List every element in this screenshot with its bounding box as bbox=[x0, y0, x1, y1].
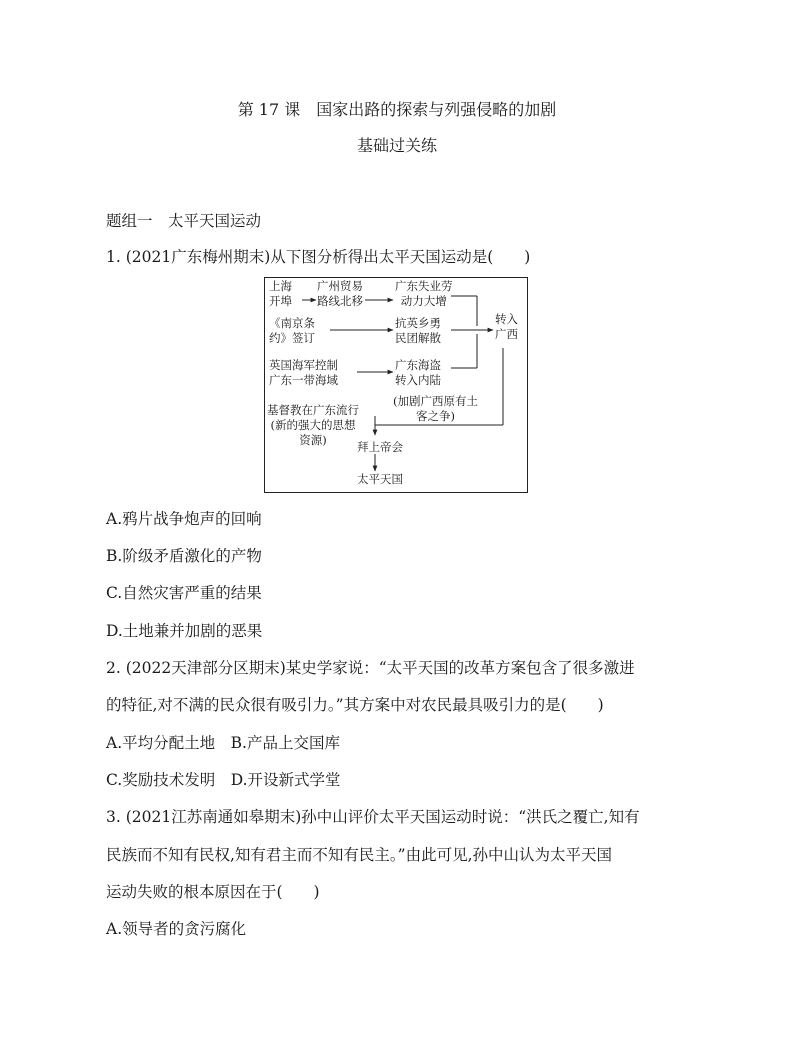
question-2-stem-line2: 的特征,对不满的民众很有吸引力。”其方案中对农民最具吸引力的是( ) bbox=[106, 696, 604, 714]
node-nanjing: 《南京条 约》签订 bbox=[269, 316, 315, 345]
node-tuke: (加剧广西原有土 客之争) bbox=[393, 394, 478, 423]
node-shiye: 广东失业劳 动力大增 bbox=[395, 279, 453, 308]
question-1-stem: 1. (2021广东梅州期末)从下图分析得出太平天国运动是( ) bbox=[106, 248, 531, 266]
q1-option-a: A.鸦片战争炮声的回响 bbox=[106, 510, 262, 528]
question-2-stem-line1: 2. (2022天津部分区期末)某史学家说：“太平天国的改革方案包含了很多激进 bbox=[106, 659, 635, 677]
q2-options-ab: A.平均分配土地 B.产品上交国库 bbox=[106, 734, 340, 752]
node-haijun: 英国海军控制 广东一带海域 bbox=[269, 358, 338, 387]
question-3-stem-line3: 运动失败的根本原因在于( ) bbox=[106, 883, 320, 901]
node-jidujiao: 基督教在广东流行 (新的强大的思想 资源) bbox=[267, 403, 359, 447]
q3-option-a: A.领导者的贪污腐化 bbox=[106, 920, 247, 938]
q1-option-b: B.阶级矛盾激化的产物 bbox=[106, 547, 262, 565]
node-taiping: 太平天国 bbox=[357, 472, 403, 486]
lesson-title: 第 17 课 国家出路的探索与列强侵略的加剧 bbox=[237, 100, 557, 119]
section-subtitle: 基础过关练 bbox=[356, 136, 437, 155]
flow-diagram bbox=[264, 277, 528, 493]
node-kangying: 抗英乡勇 民团解散 bbox=[395, 316, 441, 345]
q1-option-d: D.土地兼并加剧的恶果 bbox=[106, 622, 263, 640]
group-title: 题组一 太平天国运动 bbox=[106, 212, 262, 230]
node-baishangdi: 拜上帝会 bbox=[357, 440, 403, 454]
question-3-stem-line1: 3. (2021江苏南通如皋期末)孙中山评价太平天国运动时说：“洪氏之覆亡,知有 bbox=[106, 808, 640, 826]
node-haidao: 广东海盗 转入内陆 bbox=[395, 358, 441, 387]
q2-options-cd: C.奖励技术发明 D.开设新式学堂 bbox=[106, 771, 341, 789]
node-shanghai: 上海 开埠 bbox=[269, 279, 292, 308]
q1-option-c: C.自然灾害严重的结果 bbox=[106, 584, 262, 602]
node-guangzhou: 广州贸易 路线北移 bbox=[317, 279, 363, 308]
question-3-stem-line2: 民族而不知有民权,知有君主而不知有民主。”由此可见,孙中山认为太平天国 bbox=[106, 846, 613, 864]
node-zhuanru: 转入 广西 bbox=[495, 312, 518, 341]
